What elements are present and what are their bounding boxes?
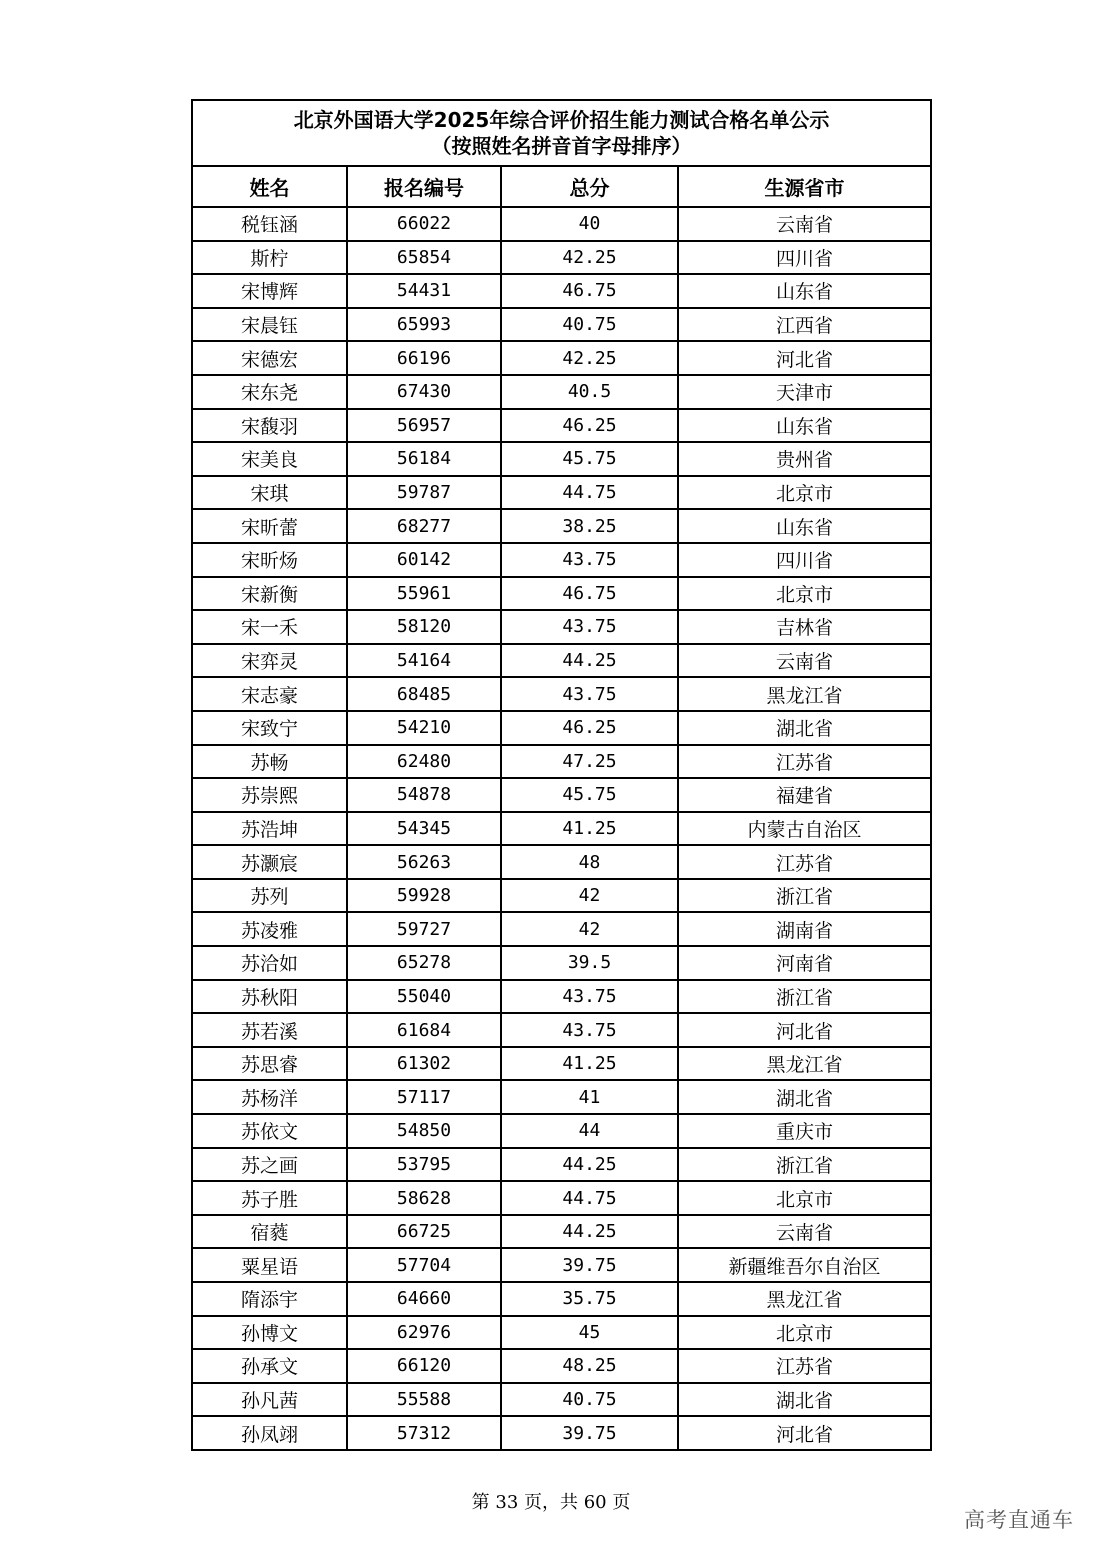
page-number-footer: 第 33 页，共 60 页 [471, 1492, 631, 1513]
cell-name: 宋一禾 [192, 610, 347, 644]
cell-total-score: 46.25 [501, 711, 678, 745]
table-row [192, 409, 931, 443]
cell-name: 宋昕炀 [192, 543, 347, 577]
cell-name: 苏子胜 [192, 1181, 347, 1215]
table-row [192, 610, 931, 644]
table-row [192, 1080, 931, 1114]
cell-total-score: 39.75 [501, 1416, 678, 1450]
cell-province: 河北省 [678, 1013, 931, 1047]
cell-name: 苏浩坤 [192, 812, 347, 846]
table-row [192, 912, 931, 946]
cell-name: 宋美良 [192, 442, 347, 476]
cell-registration-number: 54850 [347, 1114, 501, 1148]
cell-name: 苏列 [192, 879, 347, 913]
cell-total-score: 43.75 [501, 543, 678, 577]
cell-name: 宋博辉 [192, 274, 347, 308]
cell-province: 四川省 [678, 241, 931, 275]
cell-registration-number: 58120 [347, 610, 501, 644]
table-row [192, 778, 931, 812]
table-row [192, 509, 931, 543]
cell-province: 江苏省 [678, 745, 931, 779]
cell-province: 福建省 [678, 778, 931, 812]
table-row [192, 1215, 931, 1249]
cell-province: 内蒙古自治区 [678, 812, 931, 846]
title-line-2: （按照姓名拼音首字母排序） [431, 134, 692, 158]
cell-province: 重庆市 [678, 1114, 931, 1148]
cell-province: 山东省 [678, 409, 931, 443]
cell-total-score: 48.25 [501, 1349, 678, 1383]
cell-total-score: 42.25 [501, 241, 678, 275]
cell-name: 宋德宏 [192, 341, 347, 375]
cell-province: 江苏省 [678, 845, 931, 879]
cell-name: 宿蕤 [192, 1215, 347, 1249]
cell-total-score: 41.25 [501, 812, 678, 846]
cell-name: 孙博文 [192, 1316, 347, 1350]
cell-total-score: 44.25 [501, 1148, 678, 1182]
cell-total-score: 40 [501, 207, 678, 241]
cell-total-score: 46.75 [501, 577, 678, 611]
cell-province: 江西省 [678, 308, 931, 342]
cell-total-score: 38.25 [501, 509, 678, 543]
cell-province: 天津市 [678, 375, 931, 409]
cell-registration-number: 54164 [347, 644, 501, 678]
table-row [192, 980, 931, 1014]
cell-registration-number: 55040 [347, 980, 501, 1014]
cell-name: 宋昕蕾 [192, 509, 347, 543]
cell-total-score: 41.25 [501, 1047, 678, 1081]
cell-registration-number: 59787 [347, 476, 501, 510]
cell-total-score: 45.75 [501, 442, 678, 476]
cell-total-score: 45.75 [501, 778, 678, 812]
cell-total-score: 44.25 [501, 1215, 678, 1249]
cell-name: 宋致宁 [192, 711, 347, 745]
table-row [192, 442, 931, 476]
watermark-text: 高考直通车 [964, 1508, 1074, 1532]
cell-registration-number: 54210 [347, 711, 501, 745]
cell-total-score: 46.75 [501, 274, 678, 308]
table-row [192, 677, 931, 711]
cell-registration-number: 65854 [347, 241, 501, 275]
cell-province: 云南省 [678, 207, 931, 241]
cell-name: 苏思睿 [192, 1047, 347, 1081]
cell-total-score: 39.5 [501, 946, 678, 980]
cell-province: 江苏省 [678, 1349, 931, 1383]
cell-registration-number: 56184 [347, 442, 501, 476]
table-row [192, 1248, 931, 1282]
cell-province: 北京市 [678, 476, 931, 510]
cell-total-score: 41 [501, 1080, 678, 1114]
cell-province: 云南省 [678, 644, 931, 678]
cell-registration-number: 54431 [347, 274, 501, 308]
cell-name: 宋琪 [192, 476, 347, 510]
cell-name: 宋弈灵 [192, 644, 347, 678]
admission-list-table [191, 99, 932, 1451]
cell-registration-number: 66120 [347, 1349, 501, 1383]
cell-registration-number: 55961 [347, 577, 501, 611]
cell-name: 苏崇熙 [192, 778, 347, 812]
cell-registration-number: 57312 [347, 1416, 501, 1450]
cell-total-score: 44.75 [501, 476, 678, 510]
cell-province: 黑龙江省 [678, 1282, 931, 1316]
cell-registration-number: 65278 [347, 946, 501, 980]
table-row [192, 845, 931, 879]
cell-registration-number: 59727 [347, 912, 501, 946]
cell-province: 贵州省 [678, 442, 931, 476]
cell-total-score: 42 [501, 912, 678, 946]
table-row [192, 1013, 931, 1047]
table-row [192, 308, 931, 342]
cell-registration-number: 59928 [347, 879, 501, 913]
cell-province: 新疆维吾尔自治区 [678, 1248, 931, 1282]
cell-total-score: 45 [501, 1316, 678, 1350]
cell-name: 宋新衡 [192, 577, 347, 611]
cell-province: 湖北省 [678, 1080, 931, 1114]
cell-total-score: 43.75 [501, 980, 678, 1014]
cell-name: 宋东尧 [192, 375, 347, 409]
cell-total-score: 43.75 [501, 610, 678, 644]
cell-total-score: 43.75 [501, 677, 678, 711]
cell-registration-number: 54345 [347, 812, 501, 846]
cell-registration-number: 68485 [347, 677, 501, 711]
column-header-province: 生源省市 [678, 166, 931, 207]
cell-province: 河北省 [678, 1416, 931, 1450]
table-row [192, 1416, 931, 1450]
table-row [192, 341, 931, 375]
cell-province: 四川省 [678, 543, 931, 577]
cell-province: 湖南省 [678, 912, 931, 946]
table-title [192, 100, 931, 166]
cell-total-score: 44 [501, 1114, 678, 1148]
cell-name: 苏凌雅 [192, 912, 347, 946]
table-row [192, 946, 931, 980]
table-row [192, 711, 931, 745]
table-row [192, 1349, 931, 1383]
table-row [192, 1282, 931, 1316]
table-row [192, 1114, 931, 1148]
cell-registration-number: 55588 [347, 1383, 501, 1417]
table-row [192, 745, 931, 779]
cell-registration-number: 66196 [347, 341, 501, 375]
cell-registration-number: 58628 [347, 1181, 501, 1215]
cell-province: 河南省 [678, 946, 931, 980]
cell-province: 吉林省 [678, 610, 931, 644]
cell-registration-number: 57704 [347, 1248, 501, 1282]
cell-total-score: 40.75 [501, 308, 678, 342]
table-row [192, 812, 931, 846]
table-row [192, 644, 931, 678]
table-row [192, 375, 931, 409]
cell-registration-number: 62480 [347, 745, 501, 779]
cell-province: 山东省 [678, 274, 931, 308]
cell-name: 宋志豪 [192, 677, 347, 711]
cell-registration-number: 64660 [347, 1282, 501, 1316]
table-row [192, 241, 931, 275]
cell-province: 黑龙江省 [678, 677, 931, 711]
cell-name: 苏若溪 [192, 1013, 347, 1047]
cell-registration-number: 56957 [347, 409, 501, 443]
cell-name: 苏杨洋 [192, 1080, 347, 1114]
cell-total-score: 48 [501, 845, 678, 879]
cell-province: 浙江省 [678, 879, 931, 913]
cell-name: 隋添宇 [192, 1282, 347, 1316]
cell-total-score: 42 [501, 879, 678, 913]
cell-total-score: 40.5 [501, 375, 678, 409]
cell-name: 苏秋阳 [192, 980, 347, 1014]
cell-registration-number: 53795 [347, 1148, 501, 1182]
cell-province: 北京市 [678, 577, 931, 611]
cell-total-score: 44.25 [501, 644, 678, 678]
cell-name: 苏依文 [192, 1114, 347, 1148]
cell-name: 粟星语 [192, 1248, 347, 1282]
cell-province: 浙江省 [678, 980, 931, 1014]
cell-total-score: 44.75 [501, 1181, 678, 1215]
cell-total-score: 46.25 [501, 409, 678, 443]
cell-registration-number: 65993 [347, 308, 501, 342]
cell-name: 税钰涵 [192, 207, 347, 241]
cell-province: 北京市 [678, 1316, 931, 1350]
table-row [192, 1181, 931, 1215]
cell-total-score: 39.75 [501, 1248, 678, 1282]
cell-registration-number: 68277 [347, 509, 501, 543]
cell-registration-number: 61684 [347, 1013, 501, 1047]
cell-name: 孙凡茜 [192, 1383, 347, 1417]
cell-registration-number: 61302 [347, 1047, 501, 1081]
table-row [192, 577, 931, 611]
table-row [192, 879, 931, 913]
cell-registration-number: 56263 [347, 845, 501, 879]
cell-registration-number: 60142 [347, 543, 501, 577]
cell-name: 孙凤翊 [192, 1416, 347, 1450]
column-header-name: 姓名 [192, 166, 347, 207]
cell-registration-number: 57117 [347, 1080, 501, 1114]
cell-registration-number: 67430 [347, 375, 501, 409]
cell-name: 苏洽如 [192, 946, 347, 980]
cell-province: 云南省 [678, 1215, 931, 1249]
cell-name: 宋晨钰 [192, 308, 347, 342]
column-header-row [192, 166, 931, 207]
cell-province: 湖北省 [678, 711, 931, 745]
column-header-total-score: 总分 [501, 166, 678, 207]
cell-name: 斯柠 [192, 241, 347, 275]
cell-name: 苏之画 [192, 1148, 347, 1182]
table-row [192, 207, 931, 241]
cell-province: 河北省 [678, 341, 931, 375]
table-row [192, 1383, 931, 1417]
cell-total-score: 47.25 [501, 745, 678, 779]
cell-registration-number: 62976 [347, 1316, 501, 1350]
table-row [192, 1047, 931, 1081]
cell-registration-number: 54878 [347, 778, 501, 812]
cell-province: 北京市 [678, 1181, 931, 1215]
cell-registration-number: 66022 [347, 207, 501, 241]
cell-total-score: 35.75 [501, 1282, 678, 1316]
table-row [192, 1316, 931, 1350]
cell-province: 湖北省 [678, 1383, 931, 1417]
table-row [192, 274, 931, 308]
cell-registration-number: 66725 [347, 1215, 501, 1249]
cell-name: 苏畅 [192, 745, 347, 779]
title-line-1: 北京外国语大学2025年综合评价招生能力测试合格名单公示 [293, 108, 830, 132]
cell-total-score: 42.25 [501, 341, 678, 375]
cell-province: 山东省 [678, 509, 931, 543]
table-body [192, 207, 931, 1450]
cell-total-score: 40.75 [501, 1383, 678, 1417]
table-row [192, 1148, 931, 1182]
table-row [192, 476, 931, 510]
cell-name: 宋馥羽 [192, 409, 347, 443]
cell-province: 黑龙江省 [678, 1047, 931, 1081]
cell-name: 孙承文 [192, 1349, 347, 1383]
cell-name: 苏灏宸 [192, 845, 347, 879]
table-row [192, 543, 931, 577]
cell-total-score: 43.75 [501, 1013, 678, 1047]
column-header-registration-number: 报名编号 [347, 166, 501, 207]
cell-province: 浙江省 [678, 1148, 931, 1182]
